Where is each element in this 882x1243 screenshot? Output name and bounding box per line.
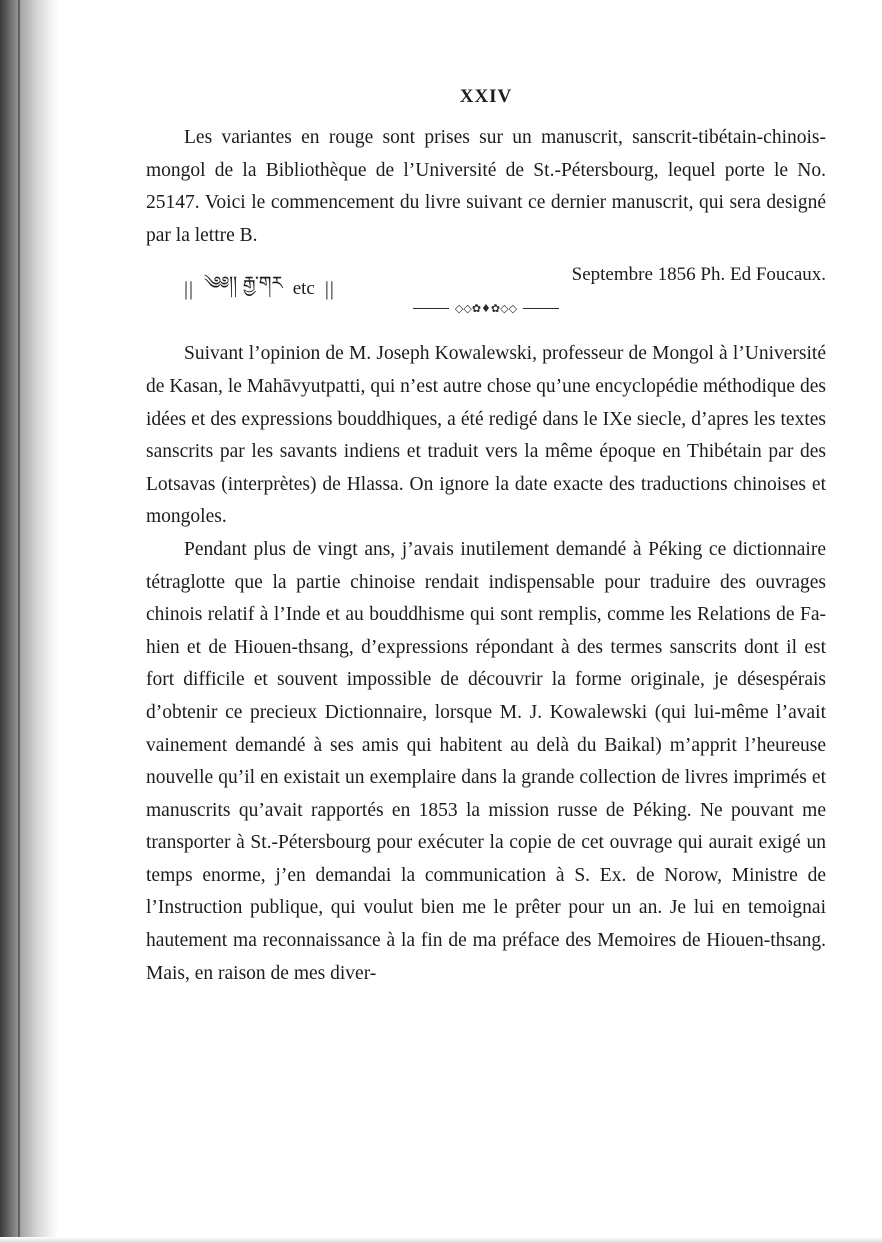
page-number: XXIV [459,86,513,107]
tibetan-text: ༄༅།། རྒྱ་གར [204,273,283,295]
body-paragraph-2: Pendant plus de vingt ans, j’avais inutilement demandé à Péking ce dictionnaire tétraglotte que la partie chinoise rendait indispensable pour traduire des ouvrages chinois relatif à l’Inde et au bouddhisme qui sont remplis, comme les Relations de Fa-hien et de Hiouen-thsang, d’expressions répondant à des termes sanscrits dont il est fort difficile et souvent impossible de découvrir la forme originale, je désespérais d’obtenir ce precieux Dictionnaire, lorsque M. J. Kowalewski (qui lui-même l’avait vainement demandé à ses amis qui habitent au delà du Baikal) m’apprit l’heureuse nouvelle qu’il en existait un exemplaire dans la grande collection de livres imprimés et manuscrits qu’avait rapportés en 1853 la mission russe de Péking. Ne pouvant me transporter à St.-Pétersbourg pour exécuter la copie de cet ouvrage qui aurait exigé un temps enorme, j’en demandai la communication à S. Ex. de Norow, Ministre de l’Instruction publique, qui voulut bien me le prêter pour un an. Je lui en temoignai hautement ma reconnaissance à la fin de ma préface des Memoires de Hiouen-thsang. Mais, en raison de mes diver- [146,538,826,984]
page-bottom-edge [0,1237,882,1243]
body-paragraph-1: Suivant l’opinion de M. Joseph Kowalewski, professeur de Mongol à l’Université de Kasan, le Mahāvyutpatti, qui n’est autre chose qu’une encyclopédie méthodique des idées et des expressions bouddhiques, a été redigé dans le IXe siecle, d’apres les textes sanscrits par les savants indiens et traduit vers la même époque en Thibétain par des Lotsavas (interprètes) de Hlassa. On ignore la date exacte des traductions chinoises et mongoles. [146,343,826,528]
intro-paragraph: Les variantes en rouge sont prises sur un manuscrit, sanscrit-tibétain-chinois-mongol de la Bibliothèque de l’Université de St.-Pétersbourg, lequel porte le No. 25147. Voici le commencement du livre suivant ce dernier manuscrit, qui sera designé par la lettre B. [146,127,826,246]
etc-text: etc [292,278,315,300]
signature-line [146,262,826,300]
tibetan-quote [184,264,335,314]
open-double-bar: || [184,277,195,300]
ornament-glyphs: ◇◇✿♦✿◇◇ [454,302,518,316]
ornament-divider-icon [413,302,559,315]
ornament-rule-right [523,308,559,309]
binding-edge-line [18,0,20,1243]
close-double-bar: || [324,277,335,300]
book-binding-shadow [0,0,58,1243]
ornament-rule-left [413,308,449,309]
page-content [146,86,826,990]
date-author: Septembre 1856 Ph. Ed Foucaux. [571,264,826,286]
